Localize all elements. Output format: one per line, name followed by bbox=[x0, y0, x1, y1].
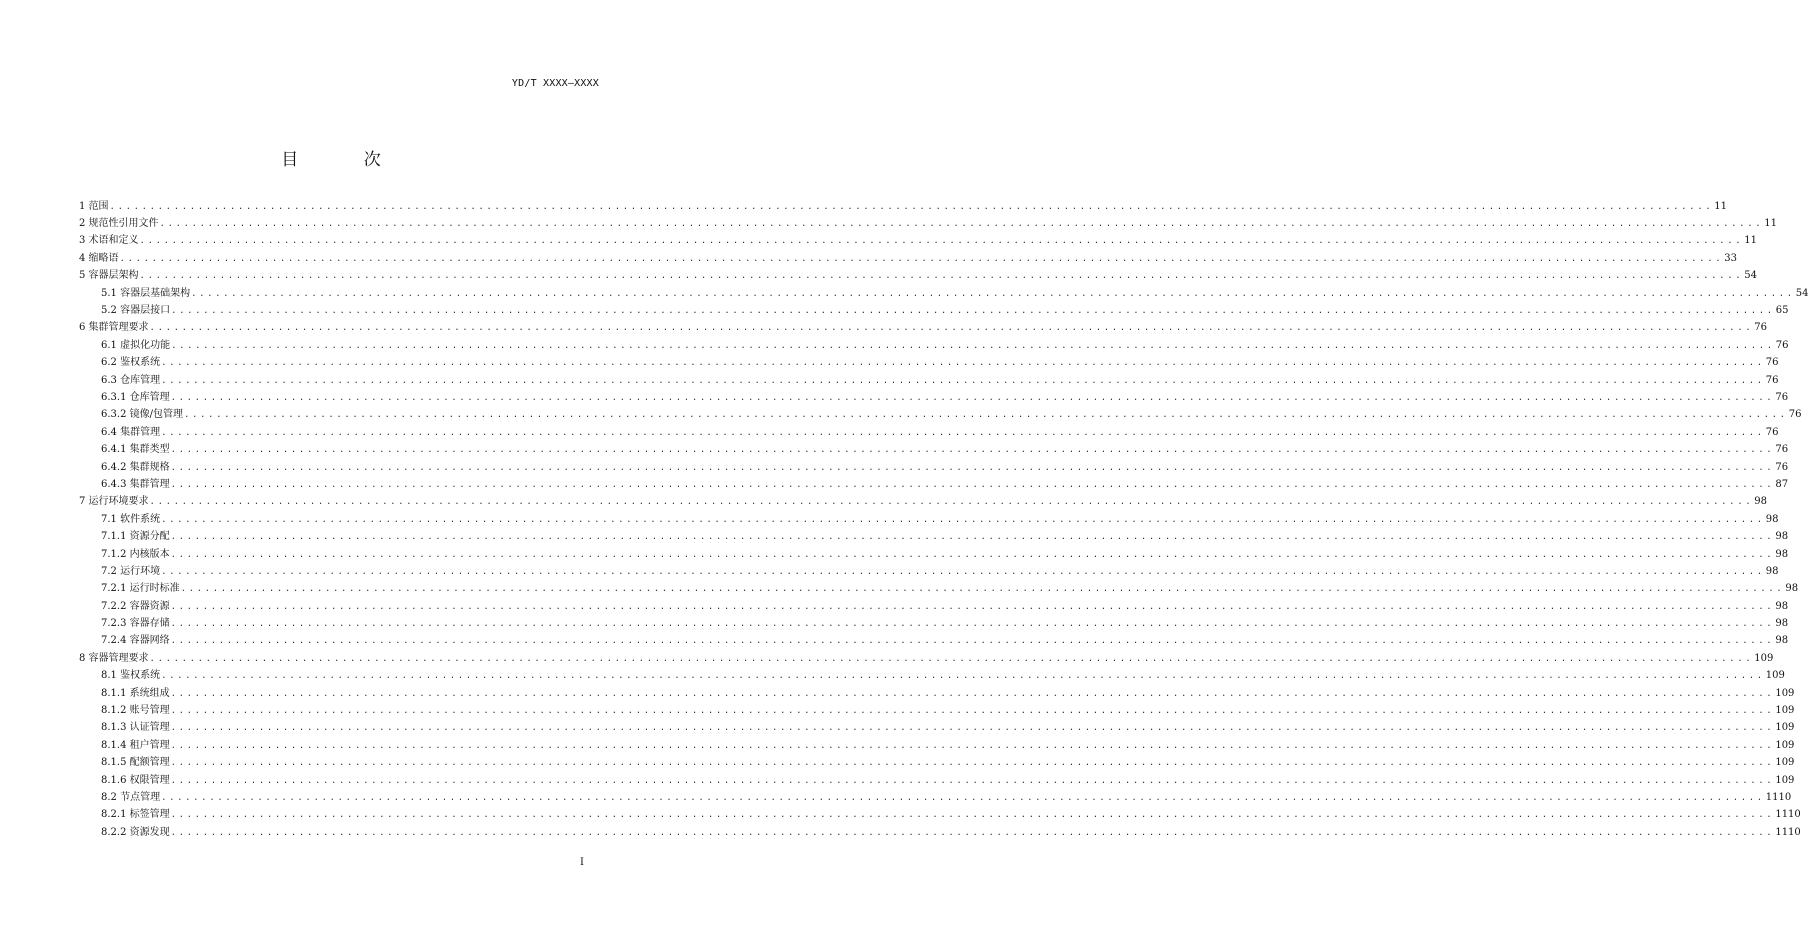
toc-entry[interactable] bbox=[79, 215, 1777, 232]
toc-entry-page: 98 bbox=[1775, 531, 1789, 543]
toc-entry-label: 8.2 节点管理 bbox=[101, 791, 161, 803]
toc-entry-label: 8.1.1 系统组成 bbox=[101, 687, 170, 699]
toc-entry[interactable] bbox=[79, 355, 1779, 372]
page-title: 目 次 bbox=[281, 150, 411, 170]
toc-entry[interactable] bbox=[79, 459, 1789, 476]
toc-entry-label: 8.1.3 认证管理 bbox=[101, 722, 170, 734]
page-number: I bbox=[580, 857, 584, 868]
toc-entry[interactable] bbox=[79, 650, 1774, 667]
toc-entry[interactable] bbox=[79, 424, 1779, 441]
toc-entry[interactable] bbox=[79, 772, 1795, 789]
toc-leader-dots: ........................................................................................................................................................................................................ bbox=[109, 201, 1714, 212]
toc-entry-page: 54 bbox=[1795, 287, 1809, 299]
toc-entry-label: 5.2 容器层接口 bbox=[101, 305, 171, 317]
toc-entry-label: 6 集群管理要求 bbox=[79, 322, 149, 334]
toc-entry-page: 76 bbox=[1754, 322, 1767, 334]
toc-entry-label: 6.3 仓库管理 bbox=[101, 374, 161, 386]
toc-entry-page: 11 bbox=[1744, 235, 1757, 247]
toc-entry-label: 4 缩略语 bbox=[79, 252, 119, 264]
toc-leader-dots: ........................................................................................................................................................................................................ bbox=[170, 532, 1775, 543]
toc-entry-page: 76 bbox=[1765, 357, 1779, 369]
toc-leader-dots: ........................................................................................................................................................................................................ bbox=[171, 306, 1775, 317]
toc-entry-page: 98 bbox=[1775, 600, 1789, 612]
toc-entry-label: 8.1 鉴权系统 bbox=[101, 670, 161, 682]
toc-leader-dots: ........................................................................................................................................................................................................ bbox=[161, 375, 1765, 386]
toc-leader-dots: ........................................................................................................................................................................................................ bbox=[180, 584, 1785, 595]
toc-leader-dots: ........................................................................................................................................................................................................ bbox=[161, 671, 1765, 682]
toc-entry-label: 8.1.4 租户管理 bbox=[101, 739, 170, 751]
toc-leader-dots: ........................................................................................................................................................................................................ bbox=[171, 340, 1775, 351]
toc-entry-page: 98 bbox=[1785, 583, 1799, 595]
toc-leader-dots: ........................................................................................................................................................................................................ bbox=[161, 427, 1765, 438]
toc-entry[interactable] bbox=[79, 285, 1809, 302]
toc-entry-label: 7.2.4 容器网络 bbox=[101, 635, 170, 647]
toc-entry-label: 6.4 集群管理 bbox=[101, 426, 161, 438]
toc-entry[interactable] bbox=[79, 250, 1737, 267]
toc-entry[interactable] bbox=[79, 633, 1789, 650]
toc-entry-page: 109 bbox=[1775, 705, 1795, 717]
toc-entry-page: 109 bbox=[1765, 670, 1785, 682]
toc-entry[interactable] bbox=[79, 320, 1767, 337]
toc-entry[interactable] bbox=[79, 720, 1795, 737]
toc-entry-page: 109 bbox=[1775, 774, 1795, 786]
toc-entry-label: 2 规范性引用文件 bbox=[79, 218, 159, 230]
toc-entry-label: 6.4.2 集群规格 bbox=[101, 461, 170, 473]
document-code: YD/T XXXX—XXXX bbox=[511, 78, 599, 89]
toc-leader-dots: ........................................................................................................................................................................................................ bbox=[149, 497, 1754, 508]
toc-entry-page: 109 bbox=[1754, 652, 1774, 664]
toc-entry[interactable] bbox=[79, 389, 1789, 406]
toc-entry-page: 1110 bbox=[1775, 809, 1801, 821]
toc-leader-dots: ........................................................................................................................................................................................................ bbox=[139, 236, 1744, 247]
toc-entry-label: 7.1.2 内核版本 bbox=[101, 548, 170, 560]
toc-entry[interactable] bbox=[79, 824, 1801, 841]
toc-entry-label: 6.3.1 仓库管理 bbox=[101, 391, 170, 403]
toc-entry-page: 76 bbox=[1765, 374, 1779, 386]
toc-entry-page: 98 bbox=[1754, 496, 1767, 508]
toc-entry[interactable] bbox=[79, 407, 1802, 424]
toc-entry-label: 8.1.2 账号管理 bbox=[101, 705, 170, 717]
toc-leader-dots: ........................................................................................................................................................................................................ bbox=[170, 479, 1775, 490]
toc-entry[interactable] bbox=[79, 268, 1757, 285]
toc-entry-label: 6.1 虚拟化功能 bbox=[101, 339, 171, 351]
toc-leader-dots: ........................................................................................................................................................................................................ bbox=[170, 827, 1775, 838]
toc-leader-dots: ........................................................................................................................................................................................................ bbox=[170, 549, 1775, 560]
toc-entry[interactable] bbox=[79, 372, 1779, 389]
toc-entry[interactable] bbox=[79, 755, 1795, 772]
toc-entry[interactable] bbox=[79, 441, 1789, 458]
table-of-contents bbox=[79, 198, 1809, 841]
toc-entry-page: 98 bbox=[1765, 565, 1779, 577]
toc-entry-label: 6.4.3 集群管理 bbox=[101, 478, 170, 490]
toc-entry-page: 1110 bbox=[1775, 826, 1801, 838]
toc-leader-dots: ........................................................................................................................................................................................................ bbox=[149, 323, 1754, 334]
toc-entry-page: 109 bbox=[1775, 687, 1795, 699]
toc-entry[interactable] bbox=[79, 702, 1795, 719]
toc-leader-dots: ........................................................................................................................................................................................................ bbox=[170, 758, 1775, 769]
toc-entry-label: 1 范围 bbox=[79, 200, 109, 212]
toc-entry-label: 8.1.6 权限管理 bbox=[101, 774, 170, 786]
toc-entry[interactable] bbox=[79, 511, 1779, 528]
toc-entry-page: 98 bbox=[1775, 548, 1789, 560]
toc-leader-dots: ........................................................................................................................................................................................................ bbox=[170, 619, 1775, 630]
toc-leader-dots: ........................................................................................................................................................................................................ bbox=[170, 810, 1775, 821]
toc-entry-label: 7 运行环境要求 bbox=[79, 496, 149, 508]
toc-entry[interactable] bbox=[79, 198, 1727, 215]
toc-entry-label: 8.1.5 配额管理 bbox=[101, 757, 170, 769]
toc-entry[interactable] bbox=[79, 563, 1779, 580]
toc-leader-dots: ........................................................................................................................................................................................................ bbox=[170, 636, 1775, 647]
toc-entry-page: 76 bbox=[1775, 444, 1789, 456]
toc-entry-label: 6.3.2 镜像/包管理 bbox=[101, 409, 183, 421]
toc-entry-label: 7.2.2 容器资源 bbox=[101, 600, 170, 612]
toc-leader-dots: ........................................................................................................................................................................................................ bbox=[170, 445, 1775, 456]
toc-leader-dots: ........................................................................................................................................................................................................ bbox=[161, 358, 1765, 369]
toc-entry-page: 98 bbox=[1775, 635, 1789, 647]
toc-entry[interactable] bbox=[79, 581, 1799, 598]
toc-leader-dots: ........................................................................................................................................................................................................ bbox=[149, 653, 1754, 664]
toc-entry-page: 76 bbox=[1775, 339, 1789, 351]
toc-entry[interactable] bbox=[79, 494, 1767, 511]
toc-entry-page: 109 bbox=[1775, 722, 1795, 734]
toc-entry-label: 7.2.3 容器存储 bbox=[101, 618, 170, 630]
toc-entry-page: 65 bbox=[1775, 305, 1789, 317]
toc-entry[interactable] bbox=[79, 337, 1789, 354]
toc-leader-dots: ........................................................................................................................................................................................................ bbox=[170, 601, 1775, 612]
toc-entry[interactable] bbox=[79, 807, 1801, 824]
toc-entry-page: 76 bbox=[1788, 409, 1802, 421]
toc-entry-page: 76 bbox=[1765, 426, 1779, 438]
toc-leader-dots: ........................................................................................................................................................................................................ bbox=[170, 462, 1775, 473]
toc-entry-label: 5.1 容器层基础架构 bbox=[101, 287, 191, 299]
toc-entry-page: 11 bbox=[1714, 200, 1727, 212]
toc-entry-page: 109 bbox=[1775, 757, 1795, 769]
toc-leader-dots: ........................................................................................................................................................................................................ bbox=[170, 723, 1775, 734]
toc-leader-dots: ........................................................................................................................................................................................................ bbox=[139, 271, 1744, 282]
toc-leader-dots: ........................................................................................................................................................................................................ bbox=[170, 740, 1775, 751]
toc-entry-label: 7.1.1 资源分配 bbox=[101, 531, 170, 543]
toc-entry-label: 3 术语和定义 bbox=[79, 235, 139, 247]
toc-entry-page: 1110 bbox=[1765, 791, 1792, 803]
toc-leader-dots: ........................................................................................................................................................................................................ bbox=[119, 253, 1724, 264]
toc-entry-label: 8 容器管理要求 bbox=[79, 652, 149, 664]
toc-leader-dots: ........................................................................................................................................................................................................ bbox=[184, 410, 1788, 421]
toc-entry[interactable] bbox=[79, 233, 1757, 250]
toc-entry-label: 7.1 软件系统 bbox=[101, 513, 161, 525]
toc-entry[interactable] bbox=[79, 737, 1795, 754]
toc-entry-page: 54 bbox=[1744, 270, 1757, 282]
toc-leader-dots: ........................................................................................................................................................................................................ bbox=[161, 566, 1765, 577]
toc-leader-dots: ........................................................................................................................................................................................................ bbox=[170, 392, 1775, 403]
toc-entry[interactable] bbox=[79, 476, 1789, 493]
toc-entry[interactable] bbox=[79, 615, 1789, 632]
toc-entry-page: 109 bbox=[1775, 739, 1795, 751]
toc-entry-label: 7.2.1 运行时标准 bbox=[101, 583, 180, 595]
toc-entry[interactable] bbox=[79, 668, 1785, 685]
toc-leader-dots: ........................................................................................................................................................................................................ bbox=[159, 219, 1764, 230]
toc-leader-dots: ........................................................................................................................................................................................................ bbox=[191, 288, 1795, 299]
toc-entry[interactable] bbox=[79, 546, 1789, 563]
toc-entry-label: 8.2.1 标签管理 bbox=[101, 809, 170, 821]
toc-entry-page: 98 bbox=[1775, 618, 1789, 630]
toc-entry-page: 76 bbox=[1775, 461, 1789, 473]
toc-entry[interactable] bbox=[79, 302, 1789, 319]
toc-entry-label: 6.2 鉴权系统 bbox=[101, 357, 161, 369]
toc-entry[interactable] bbox=[79, 789, 1792, 806]
toc-entry-label: 8.2.2 资源发现 bbox=[101, 826, 170, 838]
toc-entry[interactable] bbox=[79, 685, 1795, 702]
toc-leader-dots: ........................................................................................................................................................................................................ bbox=[161, 792, 1765, 803]
toc-leader-dots: ........................................................................................................................................................................................................ bbox=[170, 775, 1775, 786]
toc-entry-page: 33 bbox=[1724, 252, 1737, 264]
toc-entry-label: 6.4.1 集群类型 bbox=[101, 444, 170, 456]
toc-entry[interactable] bbox=[79, 598, 1789, 615]
toc-leader-dots: ........................................................................................................................................................................................................ bbox=[170, 688, 1775, 699]
toc-entry-label: 7.2 运行环境 bbox=[101, 565, 161, 577]
toc-entry-label: 5 容器层架构 bbox=[79, 270, 139, 282]
toc-leader-dots: ........................................................................................................................................................................................................ bbox=[161, 514, 1765, 525]
toc-entry-page: 76 bbox=[1775, 391, 1789, 403]
toc-entry[interactable] bbox=[79, 528, 1789, 545]
toc-leader-dots: ........................................................................................................................................................................................................ bbox=[170, 706, 1775, 717]
toc-entry-page: 11 bbox=[1764, 218, 1777, 230]
toc-entry-page: 98 bbox=[1765, 513, 1779, 525]
toc-entry-page: 87 bbox=[1775, 478, 1789, 490]
